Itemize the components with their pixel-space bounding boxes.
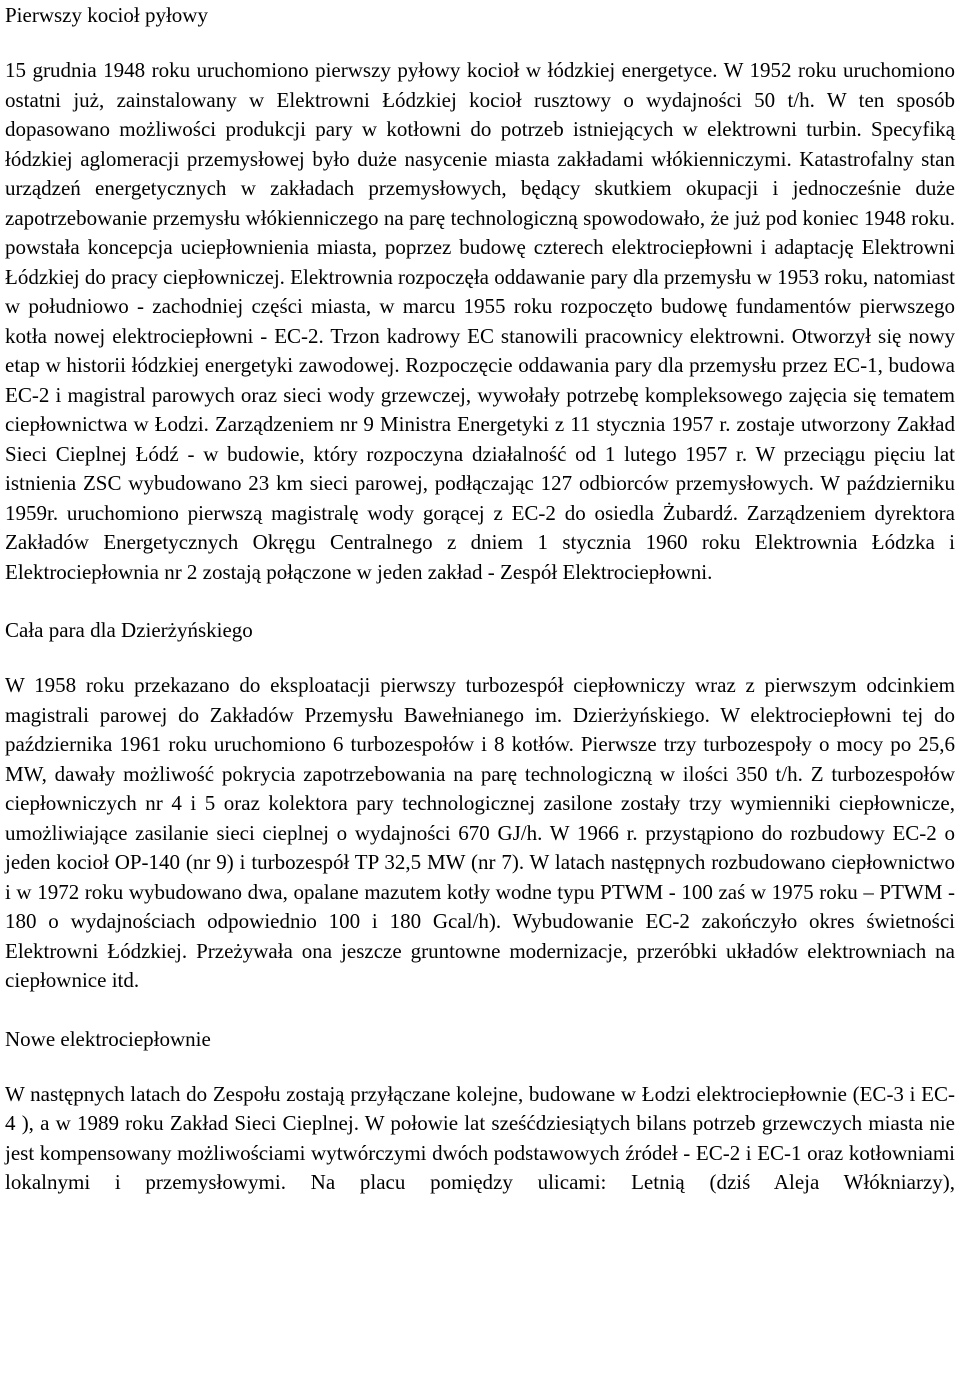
section-heading-steam-for-dzierzynski: Cała para dla Dzierżyńskiego: [5, 618, 253, 642]
section-paragraph-first-pulverized-boiler: 15 grudnia 1948 roku uruchomiono pierwszy pyłowy kocioł w łódzkiej energetyce. W 1952 roku uruchomiono ostatni już, zainstalowany w Elektrowni Łódzkiej kocioł rusztowy o wydajności 50 t/h. W ten sposób dopasowano możliwości produkcji pary w kotłowni do potrzeb istniejących w elektrowni turbin. Specyfiką łódzkiej aglomeracji przemysłowej było duże nasycenie miasta zakładami włókienniczymi. Katastrofalny stan urządzeń energetycznych w zakładach przemysłowych, będący skutkiem okupacji i jednocześnie duże zapotrzebowanie przemysłu włókienniczego na parę technologiczną spowodowało, że już pod koniec 1948 roku. powstała koncepcja uciepłownienia miasta, poprzez budowę czterech elektrociepłowni i adaptację Elektrowni Łódzkiej do pracy ciepłowniczej. Elektrownia rozpoczęła oddawanie pary dla przemysłu w 1953 roku, natomiast w południowo - zachodniej części miasta, w marcu 1955 roku rozpoczęto budowę fundamentów pierwszego kotła nowej elektrociepłowni - EC-2. Trzon kadrowy EC stanowili pracownicy elektrowni. Otworzył się nowy etap w historii łódzkiej energetyki zawodowej. Rozpoczęcie oddawania pary dla przemysłu przez EC-1, budowa EC-2 i magistral parowych oraz sieci wody grzewczej, wywołały potrzebę kompleksowego zajęcia się tematem ciepłownictwa w Łodzi. Zarządzeniem nr 9 Ministra Energetyki z 11 stycznia 1957 r. zostaje utworzony Zakład Sieci Cieplnej Łódź - w budowie, który rozpoczyna działalność od 1 lutego 1957 r. W przeciągu pięciu lat istnienia ZSC wybudowano 23 km sieci parowej, podłączając 127 odbiorców przemysłowych. W październiku 1959r. uruchomiono pierwszą magistralę wody gorącej z EC-2 do osiedla Żubardź. Zarządzeniem dyrektora Zakładów Energetycznych Okręgu Centralnego z dniem 1 stycznia 1960 roku Elektrownia Łódzka i Elektrociepłownia nr 2 zostają połączone w jeden zakład - Zespół Elektrociepłowni.: [5, 58, 955, 584]
document-page: [5, 0, 955, 1198]
section-heading-new-chp-plants: Nowe elektrociepłownie: [5, 1026, 211, 1051]
section-heading-first-pulverized-boiler: Pierwszy kocioł pyłowy: [5, 3, 208, 27]
section-paragraph-new-chp-plants: W następnych latach do Zespołu zostają przyłączane kolejne, budowane w Łodzi elektrociepłownie (EC-3 i EC-4 ), a w 1989 roku Zakład Sieci Cieplnej. W połowie lat sześćdziesiątych bilans potrzeb grzewczych miasta nie jest kompensowany możliwościami wytwórczymi dwóch podstawowych źródeł - EC-2 i EC-1 oraz kotłowniami lokalnymi i przemysłowymi. Na placu pomiędzy ulicami: Letnią (dziś Aleja Włókniarzy),: [5, 1081, 955, 1194]
section-paragraph-steam-for-dzierzynski: W 1958 roku przekazano do eksploatacji pierwszy turbozespół ciepłowniczy wraz z pierwszym odcinkiem magistrali parowej do Zakładów Przemysłu Bawełnianego im. Dzierżyńskiego. W elektrociepłowni tej do października 1961 roku uruchomiono 6 turbozespołów i 8 kotłów. Pierwsze trzy turbozespoły o mocy po 25,6 MW, dawały możliwość pokrycia zapotrzebowania na parę technologiczną w ilości 350 t/h. Z turbozespołów ciepłowniczych nr 4 i 5 oraz kolektora pary technologicznej zasilone zostały trzy wymienniki ciepłownicze, umożliwiające zasilanie sieci cieplnej o wydajności 670 GJ/h. W 1966 r. przystąpiono do rozbudowy EC-2 o jeden kocioł OP-140 (nr 9) i turbozespół TP 32,5 MW (nr 7). W latach następnych rozbudowano ciepłownictwo i w 1972 roku wybudowano dwa, opalane mazutem kotły wodne typu PTWM - 100 zaś w 1975 roku – PTWM - 180 o wydajnościach odpowiednio 100 i 180 Gcal/h). Wybudowanie EC-2 zakończyło okres świetności Elektrowni Łódzkiej. Przeżywała ona jeszcze gruntowne modernizacje, przeróbki układów elektrowniach na ciepłownice itd.: [5, 673, 955, 992]
